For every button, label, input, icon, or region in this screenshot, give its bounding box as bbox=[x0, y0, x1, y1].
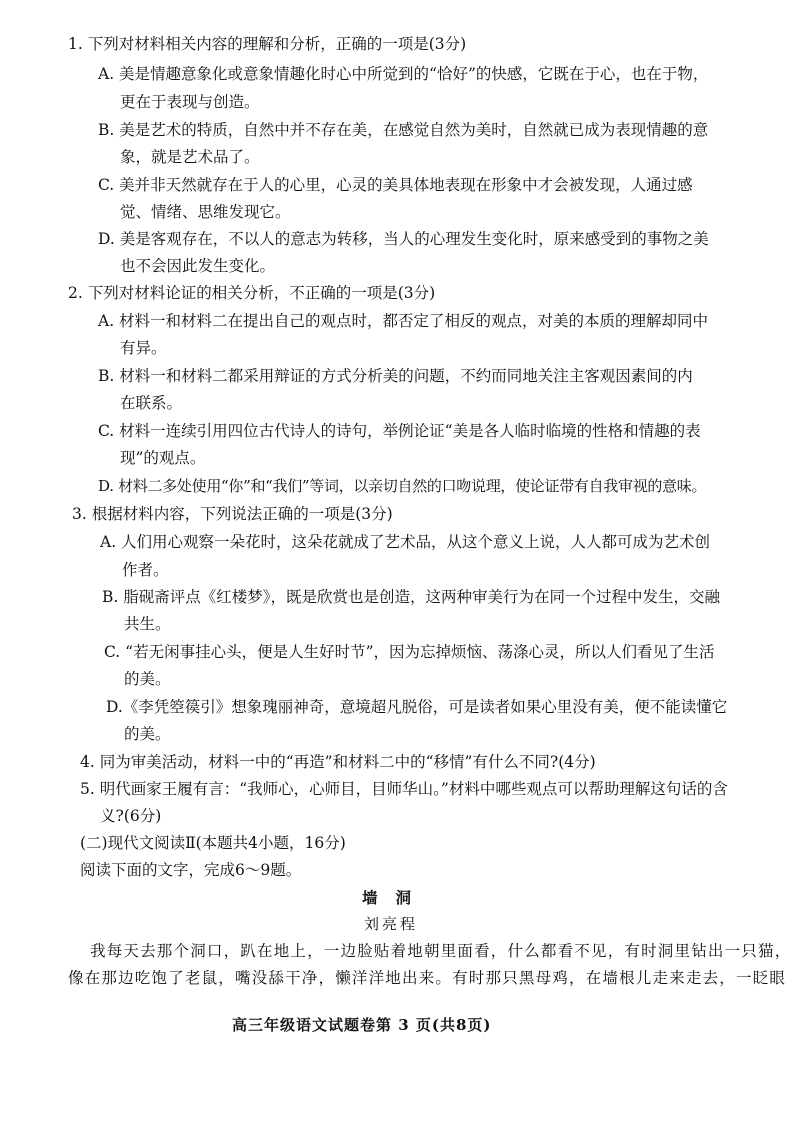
question-2-option-c-line2: 现”的观点。 bbox=[120, 449, 206, 467]
question-3-stem: 3. 根据材料内容，下列说法正确的一项是(3分) bbox=[72, 505, 393, 523]
article-paragraph-line1: 我每天去那个洞口，趴在地上，一边脸贴着地朝里面看，什么都看不见，有时洞里钻出一只猫， bbox=[90, 942, 792, 960]
question-2-option-b-line2: 在联系。 bbox=[120, 394, 183, 412]
question-1-option-c-line2: 觉、情绪、思维发现它。 bbox=[120, 203, 291, 221]
question-3-option-c-line2: 的美。 bbox=[124, 670, 171, 688]
question-1-option-a-line2: 更在于表现与创造。 bbox=[120, 93, 260, 111]
reading-instruction: 阅读下面的文字，完成6～9题。 bbox=[80, 861, 302, 879]
question-1-option-c-line1: C. 美并非天然就存在于人的心里，心灵的美具体地表现在形象中才会被发现，人通过感 bbox=[98, 176, 693, 194]
article-title: 墙洞 bbox=[362, 888, 430, 907]
question-2-option-a-line2: 有异。 bbox=[120, 339, 167, 357]
article-author: 刘亮程 bbox=[364, 915, 419, 933]
question-3-option-a-line2: 作者。 bbox=[122, 561, 169, 579]
question-3-option-d-line1: D.《李凭箜篌引》想象瑰丽神奇，意境超凡脱俗，可是读者如果心里没有美，便不能读懂它 bbox=[106, 698, 728, 716]
question-3-option-c-line1: C. “若无闲事挂心头，便是人生好时节”，因为忘掉烦恼、荡涤心灵，所以人们看见了生活 bbox=[104, 643, 715, 661]
question-2-option-d-line1: D. 材料二多处使用“你”和“我们”等词，以亲切自然的口吻说理，使论证带有自我审视的意味。 bbox=[98, 477, 707, 495]
question-1-stem: 1. 下列对材料相关内容的理解和分析，正确的一项是(3分) bbox=[68, 35, 467, 53]
section-heading: (二)现代文阅读Ⅱ(本题共4小题，16分) bbox=[80, 834, 346, 852]
question-2-option-b-line1: B. 材料一和材料二都采用辩证的方式分析美的问题，不约而同地关注主客观因素间的内 bbox=[98, 367, 693, 385]
article-paragraph-line2: 像在那边吃饱了老鼠，嘴没舔干净，懒洋洋地出来。有时那只黑母鸡，在墙根儿走来走去，一眨眼 bbox=[68, 969, 787, 987]
question-1-option-b-line1: B. 美是艺术的特质，自然中并不存在美，在感觉自然为美时，自然就已成为表现情趣的意 bbox=[98, 121, 709, 139]
question-3-option-b-line2: 共生。 bbox=[124, 615, 171, 633]
question-1-option-a-line1: A. 美是情趣意象化或意象情趣化时心中所觉到的“恰好”的快感，它既在于心，也在于物， bbox=[98, 65, 709, 83]
question-3-option-b-line1: B. 脂砚斋评点《红楼梦》，既是欣赏也是创造，这两种审美行为在同一个过程中发生，交融 bbox=[102, 588, 720, 606]
question-3-option-d-line2: 的美。 bbox=[124, 725, 171, 743]
question-1-option-d-line2: 也不会因此发生变化。 bbox=[120, 257, 276, 275]
question-2-option-c-line1: C. 材料一连续引用四位古代诗人的诗句，举例论证“美是各人临时临境的性格和情趣的表 bbox=[98, 422, 701, 440]
question-5-line1: 5. 明代画家王履有言：“我师心，心师目，目师华山。”材料中哪些观点可以帮助理解这句话的含 bbox=[80, 780, 728, 798]
question-5-line2: 义?(6分) bbox=[100, 807, 162, 825]
question-2-stem: 2. 下列对材料论证的相关分析，不正确的一项是(3分) bbox=[68, 284, 436, 302]
question-1-option-b-line2: 象，就是艺术品了。 bbox=[120, 148, 260, 166]
question-4-stem: 4. 同为审美活动，材料一中的“再造”和材料二中的“移情”有什么不同?(4分) bbox=[80, 753, 596, 771]
question-1-option-d-line1: D. 美是客观存在，不以人的意志为转移，当人的心理发生变化时，原来感受到的事物之美 bbox=[98, 230, 709, 248]
question-3-option-a-line1: A. 人们用心观察一朵花时，这朵花就成了艺术品，从这个意义上说，人人都可成为艺术创 bbox=[100, 533, 711, 551]
question-2-option-a-line1: A. 材料一和材料二在提出自己的观点时，都否定了相反的观点，对美的本质的理解却同中 bbox=[98, 312, 709, 330]
page-footer: 高三年级语文试题卷第 3 页(共8页) bbox=[232, 1016, 492, 1034]
